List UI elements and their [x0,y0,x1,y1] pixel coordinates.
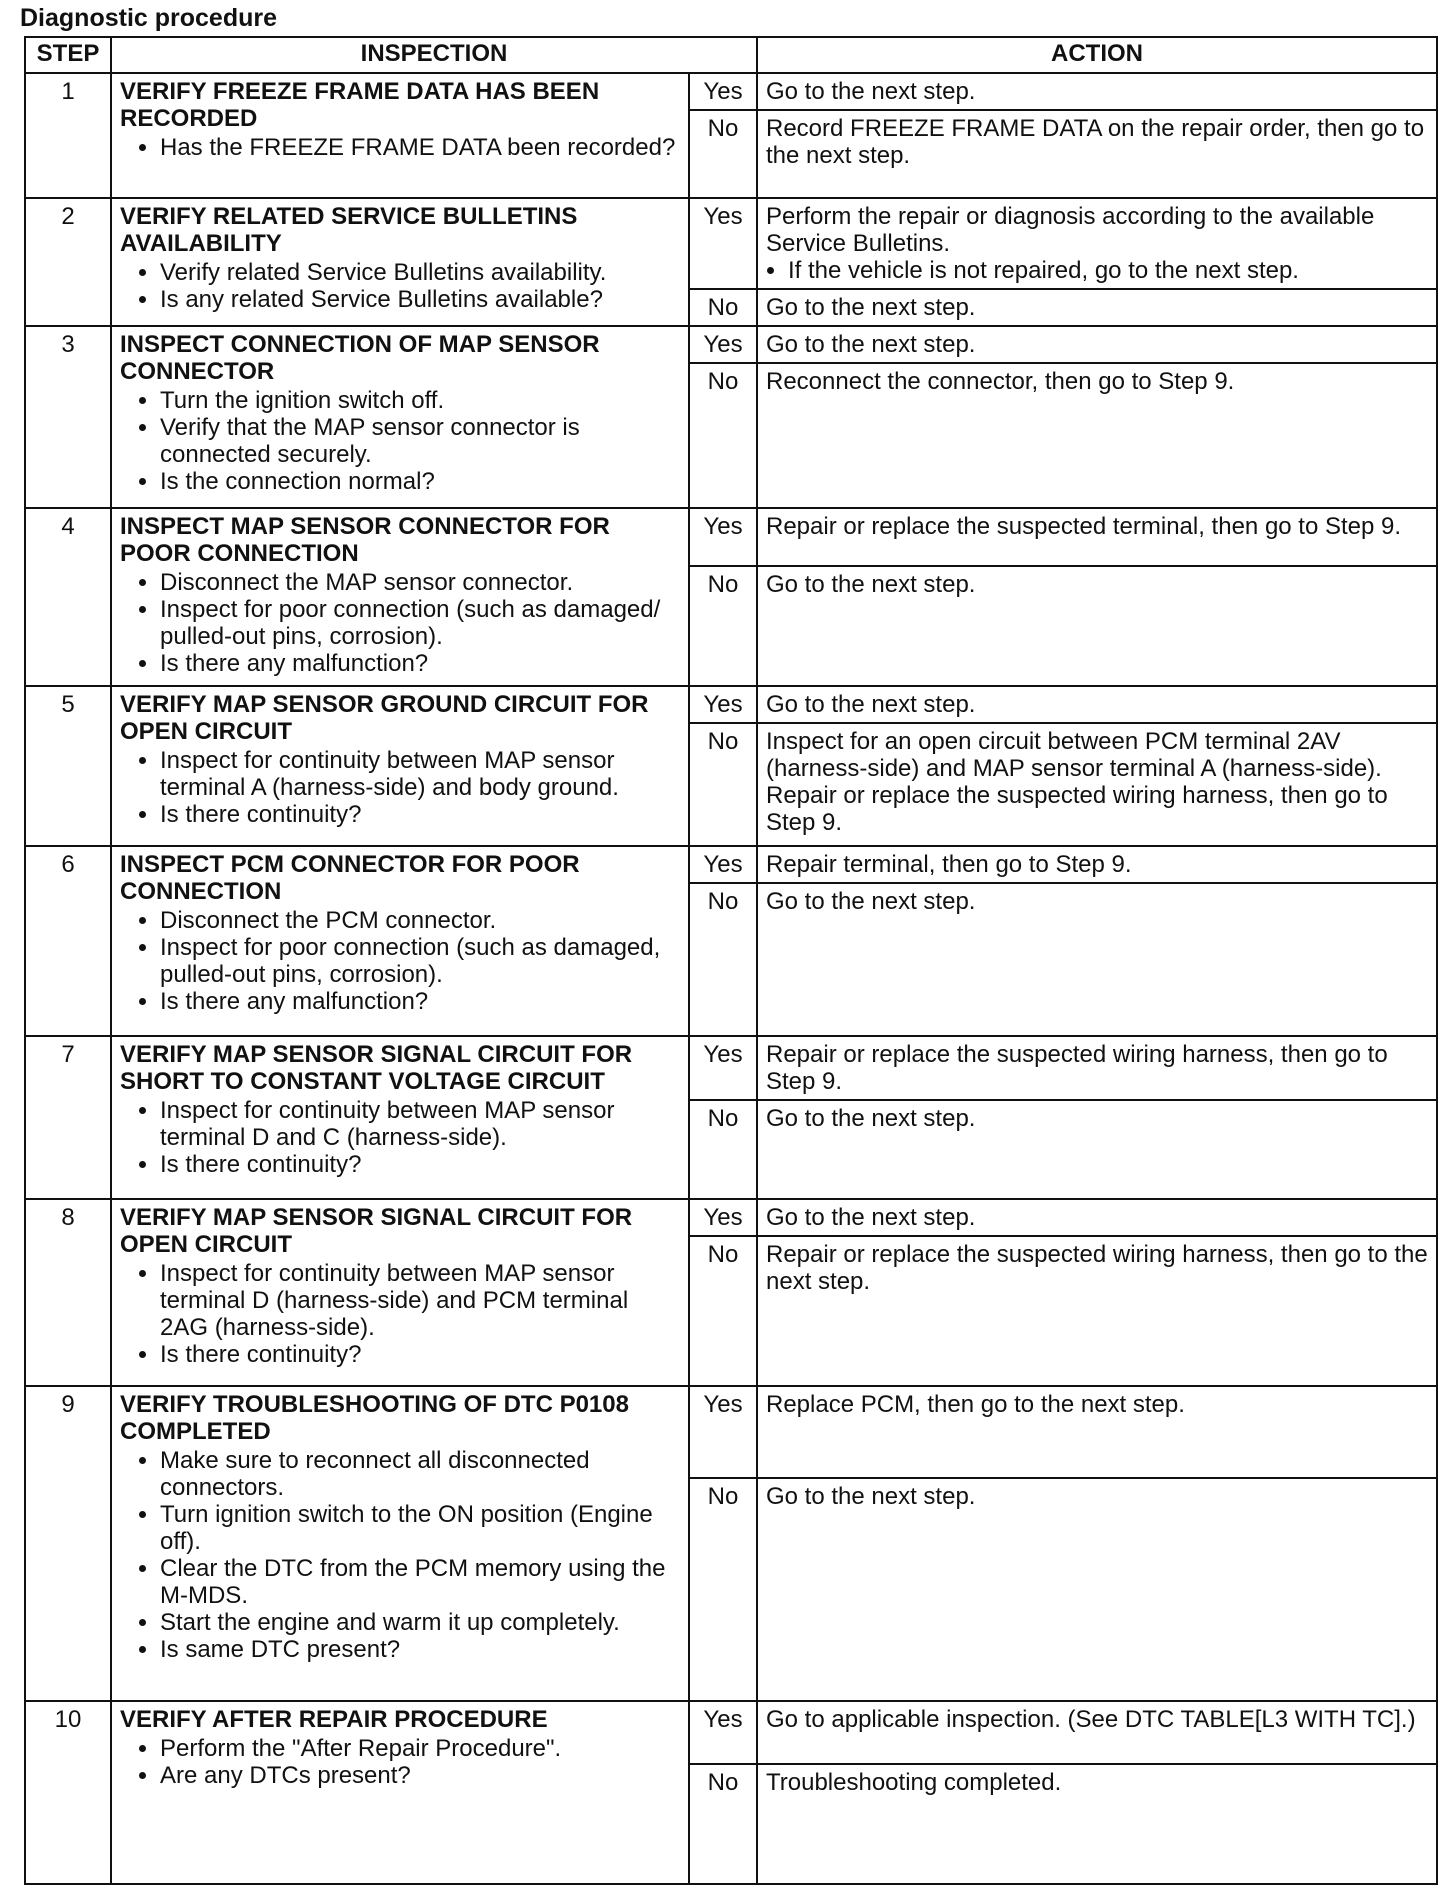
inspection-bullet: • Is there continuity? [160,1151,680,1178]
inspection-cell [111,1036,689,1199]
step-header: STEP [25,37,111,73]
table-row [25,198,1437,289]
inspection-cell [111,326,689,508]
table-row [25,1199,1437,1236]
inspection-bullet: • Is there any malfunction? [160,988,680,1015]
table-row [25,326,1437,363]
yes-action [757,1701,1437,1764]
inspection-bullet: • Is any related Service Bulletins available? [160,286,680,313]
yes-action-text: Go to the next step. [766,78,976,105]
yes-action [757,326,1437,363]
no-action: Go to the next step. [757,566,1437,686]
inspection-bullet: • Make sure to reconnect all disconnected connectors. [160,1447,680,1501]
inspection-bullet: • Inspect for continuity between MAP sensor terminal A (harness-side) and body ground. [160,747,680,801]
step-number: 1 [25,73,111,198]
no-label: No [689,289,757,326]
diagnostic-table [24,36,1438,1885]
inspection-bullet: • Verify related Service Bulletins availability. [160,259,680,286]
inspection-heading: VERIFY MAP SENSOR GROUND CIRCUIT FOR OPEN CIRCUIT [120,691,649,745]
inspection-bullets [120,1447,680,1663]
step-number: 3 [25,326,111,508]
step-number: 7 [25,1036,111,1199]
step-number: 10 [25,1701,111,1884]
inspection-bullet: • Verify that the MAP sensor connector is connected securely. [160,414,680,468]
yes-label: Yes [689,508,757,566]
table-row [25,73,1437,110]
no-label: No [689,363,757,508]
inspection-heading: VERIFY MAP SENSOR SIGNAL CIRCUIT FOR SHORT TO CONSTANT VOLTAGE CIRCUIT [120,1041,633,1095]
step-number: 9 [25,1386,111,1701]
table-row [25,686,1437,723]
no-label: No [689,1100,757,1199]
step-number: 4 [25,508,111,686]
inspection-cell [111,198,689,326]
inspection-bullet: • Disconnect the MAP sensor connector. [160,569,680,596]
inspection-heading: INSPECT PCM CONNECTOR FOR POOR CONNECTION [120,851,580,905]
action-header: ACTION [757,37,1437,73]
inspection-bullet: • Are any DTCs present? [160,1762,680,1789]
table-row [25,846,1437,883]
inspection-bullet: • Inspect for poor connection (such as damaged/ pulled-out pins, corrosion). [160,596,680,650]
inspection-bullet: • Turn the ignition switch off. [160,387,680,414]
yes-action-text: Perform the repair or diagnosis according to the available Service Bulletins. [766,203,1375,257]
yes-label: Yes [689,1386,757,1478]
yes-label: Yes [689,686,757,723]
yes-action [757,686,1437,723]
no-label: No [689,723,757,846]
inspection-bullets [120,259,680,313]
inspection-cell [111,73,689,198]
inspection-bullets [120,1735,680,1789]
table-row [25,1036,1437,1100]
no-action: Record FREEZE FRAME DATA on the repair order, then go to the next step. [757,110,1437,198]
yes-action [757,1386,1437,1478]
inspection-bullets [120,907,680,1015]
inspection-bullets [120,387,680,495]
inspection-bullets [120,747,680,828]
inspection-bullet: • Has the FREEZE FRAME DATA been recorded? [160,134,680,161]
no-action: Inspect for an open circuit between PCM terminal 2AV (harness-side) and MAP sensor terminal A (harness-side). Repair or replace the suspected wiring harness, then go to Step 9. [757,723,1437,846]
no-label: No [689,566,757,686]
inspection-bullets [120,1260,680,1368]
yes-action-text: Go to applicable inspection. (See DTC TABLE[L3 WITH TC].) [766,1706,1416,1733]
table-row [25,508,1437,566]
inspection-bullet: • Start the engine and warm it up completely. [160,1609,680,1636]
document-title: Diagnostic procedure [20,4,277,32]
step-number: 5 [25,686,111,846]
yes-label: Yes [689,198,757,289]
no-action: Go to the next step. [757,883,1437,1036]
yes-action [757,846,1437,883]
no-action: Go to the next step. [757,289,1437,326]
yes-action-text: Go to the next step. [766,691,976,718]
yes-action [757,1199,1437,1236]
inspection-bullet: • Perform the "After Repair Procedure". [160,1735,680,1762]
yes-action-text: Repair terminal, then go to Step 9. [766,851,1132,878]
inspection-bullet: • Inspect for continuity between MAP sensor terminal D and C (harness-side). [160,1097,680,1151]
step-number: 6 [25,846,111,1036]
inspection-bullet: • Is there continuity? [160,801,680,828]
no-label: No [689,883,757,1036]
inspection-cell [111,508,689,686]
inspection-heading: VERIFY MAP SENSOR SIGNAL CIRCUIT FOR OPEN CIRCUIT [120,1204,633,1258]
inspection-cell [111,846,689,1036]
inspection-header: INSPECTION [111,37,757,73]
inspection-heading: INSPECT MAP SENSOR CONNECTOR FOR POOR CONNECTION [120,513,610,567]
inspection-bullet: • Turn ignition switch to the ON position (Engine off). [160,1501,680,1555]
step-number: 2 [25,198,111,326]
yes-action-text: Replace PCM, then go to the next step. [766,1391,1185,1418]
inspection-heading: VERIFY TROUBLESHOOTING OF DTC P0108 COMPLETED [120,1391,629,1445]
inspection-cell [111,686,689,846]
yes-action [757,508,1437,566]
inspection-bullet: • Is same DTC present? [160,1636,680,1663]
no-label: No [689,1764,757,1884]
inspection-bullet: • Clear the DTC from the PCM memory using the M-MDS. [160,1555,680,1609]
inspection-bullet: • Is there continuity? [160,1341,680,1368]
yes-action-text: Repair or replace the suspected terminal, then go to Step 9. [766,513,1402,540]
no-label: No [689,110,757,198]
yes-label: Yes [689,1701,757,1764]
table-row [25,1701,1437,1764]
no-label: No [689,1478,757,1701]
yes-label: Yes [689,1036,757,1100]
yes-label: Yes [689,326,757,363]
no-action: Go to the next step. [757,1100,1437,1199]
yes-action-text: Go to the next step. [766,331,976,358]
inspection-cell [111,1701,689,1884]
table-body [25,73,1437,1884]
no-action: Repair or replace the suspected wiring harness, then go to the next step. [757,1236,1437,1386]
yes-label: Yes [689,73,757,110]
inspection-heading: VERIFY AFTER REPAIR PROCEDURE [120,1706,548,1733]
inspection-bullet: • Disconnect the PCM connector. [160,907,680,934]
inspection-bullets [120,569,680,677]
table-row [25,1386,1437,1478]
yes-action-bullets [766,257,1428,284]
yes-action [757,198,1437,289]
inspection-cell [111,1386,689,1701]
yes-action [757,1036,1437,1100]
yes-label: Yes [689,846,757,883]
no-action: Troubleshooting completed. [757,1764,1437,1884]
inspection-heading: VERIFY RELATED SERVICE BULLETINS AVAILABILITY [120,203,578,257]
inspection-heading: VERIFY FREEZE FRAME DATA HAS BEEN RECORDED [120,78,600,132]
yes-action-text: Repair or replace the suspected wiring harness, then go to Step 9. [766,1041,1388,1095]
inspection-bullet: • Inspect for continuity between MAP sensor terminal D (harness-side) and PCM terminal 2AG (harness-side). [160,1260,680,1341]
yes-label: Yes [689,1199,757,1236]
inspection-heading: INSPECT CONNECTION OF MAP SENSOR CONNECTOR [120,331,600,385]
inspection-bullet: • Is the connection normal? [160,468,680,495]
no-action: Reconnect the connector, then go to Step 9. [757,363,1437,508]
inspection-bullets [120,134,680,161]
yes-action-bullet: • If the vehicle is not repaired, go to the next step. [788,257,1428,284]
inspection-cell [111,1199,689,1386]
yes-action [757,73,1437,110]
inspection-bullet: • Is there any malfunction? [160,650,680,677]
yes-action-text: Go to the next step. [766,1204,976,1231]
step-number: 8 [25,1199,111,1386]
inspection-bullet: • Inspect for poor connection (such as damaged, pulled-out pins, corrosion). [160,934,680,988]
inspection-bullets [120,1097,680,1178]
header-row [25,37,1437,73]
no-label: No [689,1236,757,1386]
no-action: Go to the next step. [757,1478,1437,1701]
